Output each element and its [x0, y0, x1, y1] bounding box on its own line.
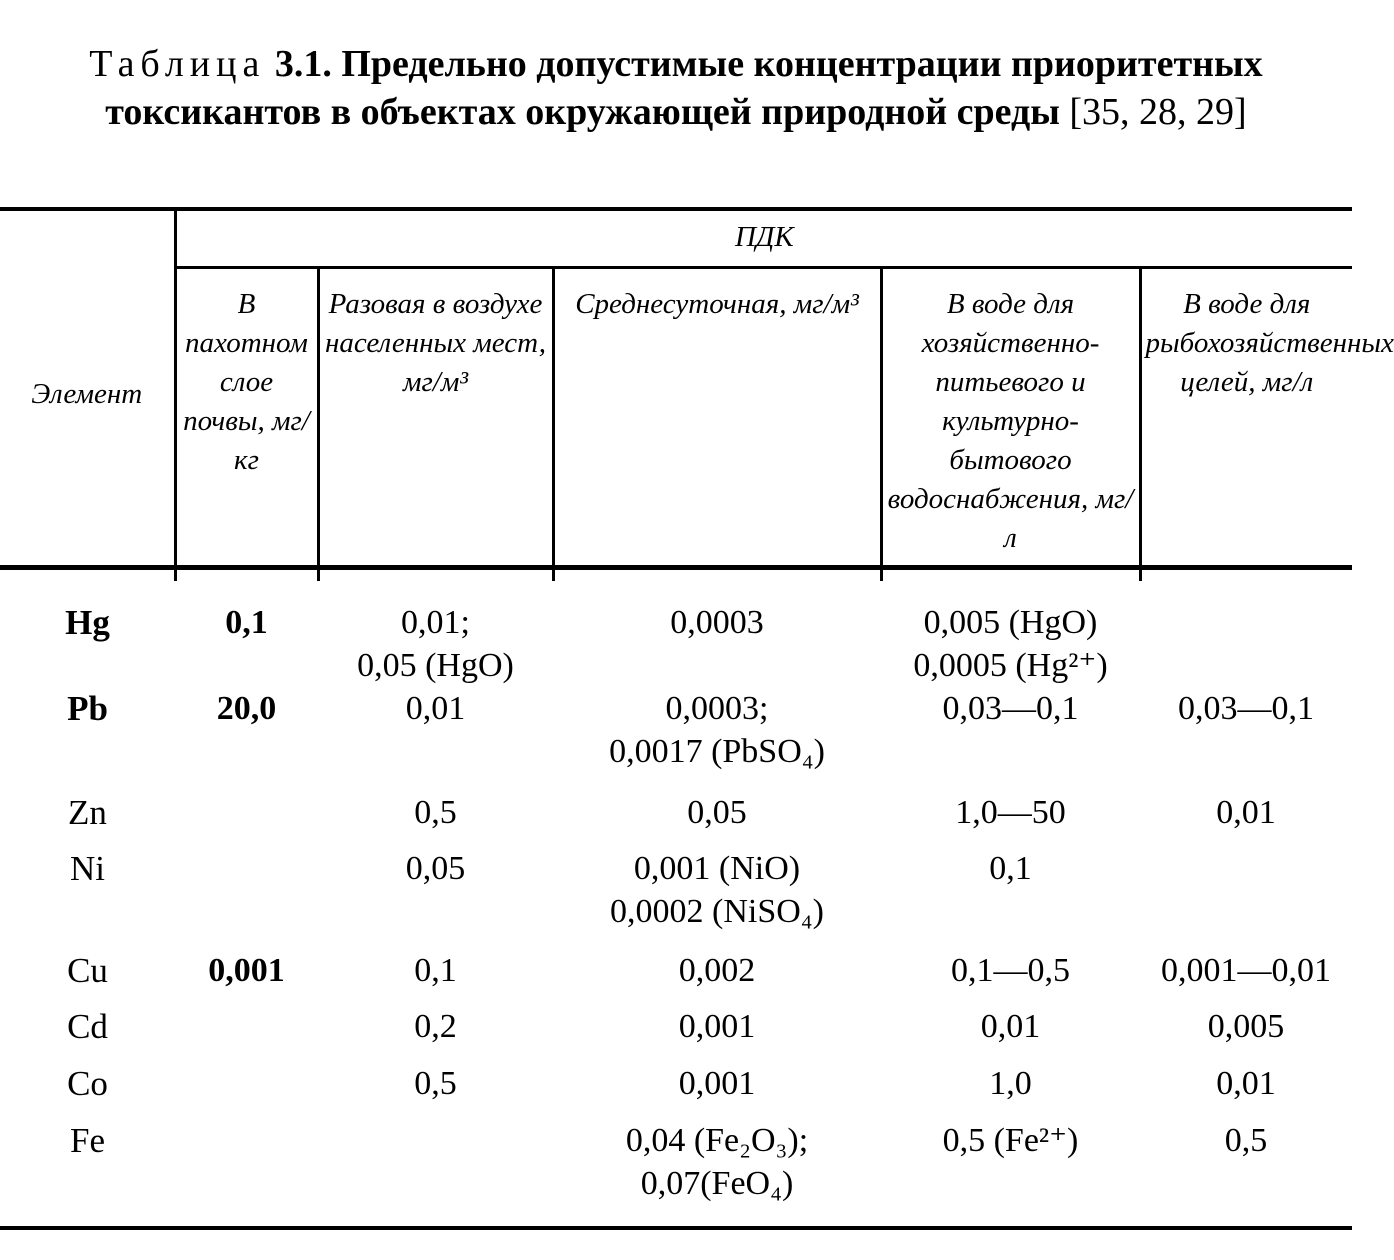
- cell-element: Hg: [65, 603, 110, 642]
- cell-element: Cu: [67, 951, 108, 990]
- cell-element: Ni: [70, 849, 105, 888]
- cell-water-fish: 0,01: [1216, 1065, 1276, 1102]
- cell-air-daily: 0,0003; 0,0017 (PbSO₄): [609, 690, 825, 770]
- header-air-daily: Среднесуточная, мг/м³: [553, 268, 881, 582]
- cell-air-daily: 0,001: [678, 1008, 756, 1045]
- table-row: [0, 1005, 1352, 1062]
- cell-water-drink: 0,1: [989, 850, 1032, 887]
- cell-air-daily: 0,05: [687, 794, 747, 831]
- cell-soil: [175, 791, 318, 847]
- caption-label: Таблица: [89, 43, 266, 85]
- table-row: [0, 949, 1352, 1005]
- caption-text: Предельно допустимые концентрации приоритетных токсикантов в объектах окружающей природной среды: [105, 43, 1263, 133]
- cell-soil: 0,001: [208, 952, 285, 989]
- cell-air-once: 0,01; 0,05 (HgO): [357, 604, 514, 684]
- header-air-once: Разовая в воздухе населенных мест, мг/м³: [318, 268, 553, 582]
- cell-water-drink: 0,5 (Fe²⁺): [942, 1122, 1079, 1159]
- cell-air-once: 0,5: [414, 1065, 457, 1102]
- cell-water-drink: 1,0—50: [955, 794, 1066, 831]
- cell-air-daily: 0,0003: [670, 604, 764, 641]
- cell-soil: [175, 1005, 318, 1062]
- cell-air-once: 0,5: [414, 794, 457, 831]
- cell-air-daily: 0,002: [678, 952, 756, 989]
- cell-water-drink: 0,1—0,5: [951, 952, 1070, 989]
- table-row: [0, 791, 1352, 847]
- cell-soil: 0,1: [225, 604, 268, 641]
- cell-air-once: 0,01: [405, 690, 466, 727]
- cell-water-fish: 0,005: [1207, 1008, 1285, 1045]
- header-water-fish: В воде для рыбохозяйственных целей, мг/л: [1140, 268, 1352, 582]
- caption-number: 3.1.: [274, 43, 332, 85]
- table-row: [0, 847, 1352, 949]
- cell-water-drink: 0,01: [980, 1008, 1041, 1045]
- caption-refs: [35, 28, 29]: [1069, 91, 1247, 133]
- header-element: Элемент: [31, 378, 143, 410]
- cell-air-once: 0,2: [414, 1008, 457, 1045]
- cell-element: Zn: [68, 793, 107, 832]
- bottom-rule: [0, 1226, 1352, 1230]
- cell-water-fish: [1140, 581, 1352, 687]
- header-water-drink: В воде для хозяйственно-питьевого и культурно-бытового водоснабжения, мг/л: [881, 268, 1140, 582]
- cell-water-fish: 0,001—0,01: [1161, 952, 1332, 989]
- cell-soil: 20,0: [216, 690, 277, 727]
- cell-soil: [175, 1119, 318, 1209]
- table-row: [0, 1062, 1352, 1119]
- cell-water-drink: 0,005 (HgO) 0,0005 (Hg²⁺): [913, 604, 1108, 684]
- cell-air-once: [318, 1119, 553, 1209]
- table-row: [0, 687, 1352, 791]
- header-pdk: ПДК: [175, 208, 1352, 268]
- cell-soil: [175, 847, 318, 949]
- pdk-table: [0, 208, 1394, 1209]
- cell-element: Fe: [70, 1121, 105, 1160]
- cell-air-once: 0,05: [405, 850, 466, 887]
- header-rule: [0, 565, 1352, 570]
- table-row: [0, 1119, 1352, 1209]
- cell-air-daily: 0,04 (Fe₂O₃); 0,07(FeO₄): [625, 1122, 809, 1202]
- cell-water-fish: [1140, 847, 1352, 949]
- cell-water-drink: 1,0: [989, 1065, 1032, 1102]
- cell-element: Pb: [67, 689, 108, 728]
- header-soil: В пахотном слое почвы, мг/кг: [175, 268, 318, 582]
- cell-air-daily: 0,001: [678, 1065, 756, 1102]
- cell-water-fish: 0,01: [1216, 794, 1276, 831]
- cell-element: Co: [67, 1064, 108, 1103]
- cell-water-fish: 0,5: [1224, 1122, 1268, 1159]
- cell-water-drink: 0,03—0,1: [942, 690, 1079, 727]
- table-row: [0, 581, 1352, 687]
- table-caption: [0, 40, 1352, 136]
- cell-air-daily: 0,001 (NiO) 0,0002 (NiSO₄): [610, 850, 824, 930]
- cell-water-fish: 0,03—0,1: [1178, 690, 1315, 727]
- cell-soil: [175, 1062, 318, 1119]
- cell-air-once: 0,1: [414, 952, 457, 989]
- cell-element: Cd: [67, 1007, 108, 1046]
